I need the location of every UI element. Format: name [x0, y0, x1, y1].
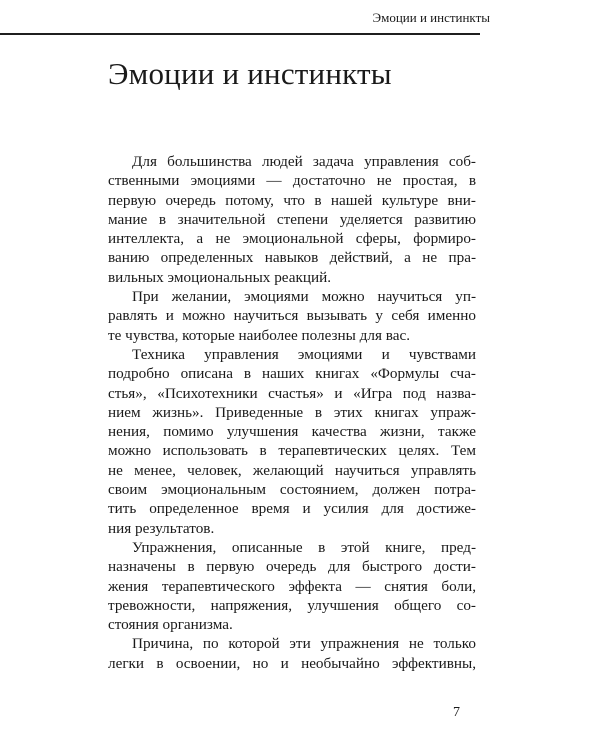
text-line: стья», «Психотехники счастья» и «Игра под назва- — [108, 384, 476, 402]
chapter-title: Эмоции и инстинкты — [108, 56, 392, 91]
text-line: нием жизнь». Приведенные в этих книгах упраж- — [108, 403, 476, 421]
text-line: ванию определенных навыков действий, а не пра- — [108, 249, 476, 267]
text-line: назначены в первую очередь для быстрого дости- — [108, 558, 476, 576]
text-line: мание в значительной степени уделяется развитию — [108, 210, 476, 228]
text-line: интеллекта, а не эмоциональной сферы, формиро- — [108, 230, 476, 248]
text-line: подробно описана в наших книгах «Формулы сча- — [108, 365, 476, 383]
text-line: стояния организма. — [108, 616, 233, 634]
text-line: своим эмоциональным состоянием, должен потра- — [108, 481, 476, 499]
text-line: Причина, по которой эти упражнения не только — [132, 635, 476, 653]
text-line: легки в освоении, но и необычайно эффективны, — [108, 654, 476, 672]
text-line: равлять и можно научиться вызывать у себя именно — [108, 307, 476, 325]
text-line: Для большинства людей задача управления соб- — [132, 153, 476, 170]
text-line: те чувства, которые наиболее полезны для вас. — [108, 326, 411, 344]
text-line: Техника управления эмоциями и чувствами — [132, 345, 476, 363]
page-number: 7 — [453, 705, 460, 720]
text-line: тревожности, напряжения, улучшения общего со- — [108, 596, 476, 614]
text-line: первую очередь потому, что в нашей культуре вни- — [108, 191, 476, 209]
header-rule — [0, 33, 480, 35]
text-line: При желании, эмоциями можно научиться уп- — [132, 288, 476, 306]
text-line: Упражнения, описанные в этой книге, пред- — [132, 538, 476, 556]
text-line: жения терапевтического эффекта — снятия боли, — [108, 577, 476, 595]
text-line: тить определенное время и усилия для достиже- — [108, 500, 476, 518]
text-line: ственными эмоциями — достаточно не простая, в — [108, 172, 476, 190]
text-line: можно использовать в терапевтических целях. Тем — [108, 442, 476, 460]
body-text — [108, 152, 476, 673]
text-line: не менее, человек, желающий научиться управлять — [108, 461, 476, 479]
text-line: ния результатов. — [108, 519, 215, 537]
text-line: нения, помимо улучшения качества жизни, также — [108, 423, 476, 441]
text-line: вильных эмоциональных реакций. — [108, 268, 332, 286]
running-head: Эмоции и инстинкты — [372, 10, 490, 25]
